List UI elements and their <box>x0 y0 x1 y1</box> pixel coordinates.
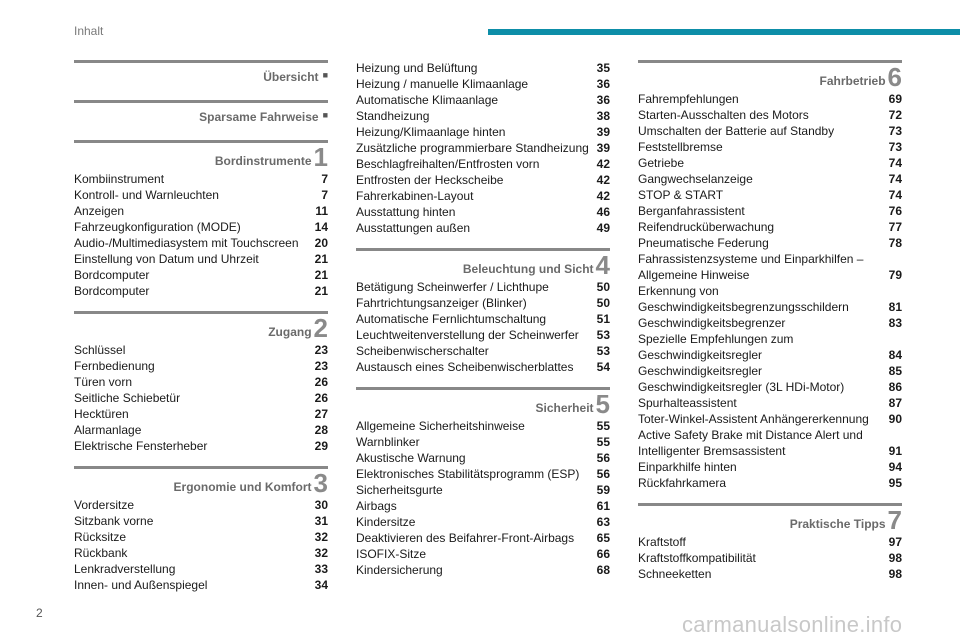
toc-entry-title: Schneeketten <box>638 567 712 581</box>
toc-entry[interactable] <box>356 295 610 311</box>
toc-entry[interactable] <box>638 91 902 107</box>
toc-entry-page: 55 <box>596 419 610 433</box>
toc-section <box>74 60 328 88</box>
toc-entry-title: Austausch eines Scheibenwischerblattes <box>356 360 574 374</box>
toc-entry[interactable] <box>356 92 610 108</box>
toc-entry-page: 51 <box>596 312 610 326</box>
toc-entry-page: 33 <box>314 562 328 576</box>
section-title: Praktische Tipps <box>789 517 886 531</box>
toc-entry[interactable] <box>74 267 328 283</box>
toc-section <box>356 387 610 578</box>
toc-entry-page: 90 <box>888 412 902 426</box>
toc-entry-page: 94 <box>888 460 902 474</box>
section-bullet-icon: ■ <box>322 109 328 120</box>
toc-entry-title: Zusätzliche programmierbare Standheizung <box>356 141 589 155</box>
toc-entry[interactable] <box>638 459 902 475</box>
toc-entry-title: Kindersicherung <box>356 563 443 577</box>
toc-entry[interactable] <box>356 311 610 327</box>
toc-entry-page: 84 <box>888 348 902 362</box>
toc-entry-title: ISOFIX-Sitze <box>356 547 427 561</box>
toc-entry[interactable] <box>356 220 610 236</box>
toc-entry-page: 55 <box>596 435 610 449</box>
toc-entry-page: 53 <box>596 344 610 358</box>
toc-entry-title: Geschwindigkeitsbegrenzer <box>638 316 786 330</box>
toc-entry-title: Getriebe <box>638 156 685 170</box>
toc-entry[interactable] <box>356 343 610 359</box>
toc-entry[interactable] <box>638 411 902 427</box>
toc-entry-page: 79 <box>888 268 902 282</box>
toc-entry-page: 53 <box>596 328 610 342</box>
toc-entry-page: 20 <box>314 236 328 250</box>
toc-section <box>638 503 902 582</box>
toc-entry-page: 69 <box>888 92 902 106</box>
toc-entry-title: Berganfahrassistent <box>638 204 745 218</box>
toc-entry[interactable] <box>74 577 328 593</box>
toc-entry-page: 21 <box>314 268 328 282</box>
toc-entry[interactable] <box>74 342 328 358</box>
toc-entry[interactable] <box>638 187 902 203</box>
section-header <box>356 248 610 280</box>
toc-entry-title: Elektrische Fensterheber <box>74 439 208 453</box>
toc-entry-title: Rückfahrkamera <box>638 476 727 490</box>
toc-entry[interactable] <box>74 187 328 203</box>
toc-entry-page: 61 <box>596 499 610 513</box>
toc-entry-page: 32 <box>314 546 328 560</box>
toc-entry[interactable] <box>74 406 328 422</box>
toc-entry-title: Standheizung <box>356 109 430 123</box>
toc-entry-page: 56 <box>596 467 610 481</box>
section-header <box>74 140 328 172</box>
toc-entry-title: Kraftstoffkompatibilität <box>638 551 756 565</box>
toc-entry-page: 95 <box>888 476 902 490</box>
toc-entry-title: Kraftstoff <box>638 535 686 549</box>
toc-entry[interactable] <box>356 434 610 450</box>
toc-entry-page: 50 <box>596 296 610 310</box>
toc-entry[interactable] <box>356 140 610 156</box>
toc-entry-page: 46 <box>596 205 610 219</box>
toc-entry-page: 85 <box>888 364 902 378</box>
toc-entry[interactable] <box>356 514 610 530</box>
section-title: Sicherheit <box>535 401 594 415</box>
toc-entry[interactable] <box>356 124 610 140</box>
toc-entry-title: Vordersitze <box>74 498 135 512</box>
toc-entry-title: Pneumatische Federung <box>638 236 769 250</box>
toc-entry-page: 76 <box>888 204 902 218</box>
toc-entry-title: Fernbedienung <box>74 359 155 373</box>
toc-entry-page: 68 <box>596 563 610 577</box>
toc-entry[interactable] <box>638 251 902 283</box>
toc-entry-title: Starten-Ausschalten des Motors <box>638 108 809 122</box>
section-header <box>638 60 902 92</box>
toc-entry-title: Umschalten der Batterie auf Standby <box>638 124 835 138</box>
toc-entry-page: 36 <box>596 77 610 91</box>
toc-entry-title: Erkennung von Geschwindigkeitsbegrenzungsschildern <box>638 284 849 314</box>
toc-entry[interactable] <box>638 235 902 251</box>
toc-entry[interactable] <box>356 466 610 482</box>
toc-entry-title: Seitliche Schiebetür <box>74 391 181 405</box>
toc-entry[interactable] <box>638 550 902 566</box>
toc-entry-page: 63 <box>596 515 610 529</box>
toc-entry[interactable] <box>638 315 902 331</box>
section-header <box>74 466 328 498</box>
toc-entry[interactable] <box>356 172 610 188</box>
page-number: 2 <box>36 606 43 620</box>
toc-entry-title: Alarmanlage <box>74 423 142 437</box>
toc-entry-page: 59 <box>596 483 610 497</box>
toc-entry-page: 42 <box>596 189 610 203</box>
toc-entry-title: Ausstattungen außen <box>356 221 471 235</box>
toc-entry-title: Bordcomputer <box>74 284 150 298</box>
toc-entry-page: 73 <box>888 140 902 154</box>
toc-entry-page: 11 <box>315 204 328 218</box>
toc-entry-page: 21 <box>314 252 328 266</box>
toc-entry[interactable] <box>74 235 328 251</box>
toc-entry-page: 87 <box>888 396 902 410</box>
toc-entry-title: Active Safety Brake mit Distance Alert und Intelligenter Bremsassistent <box>638 428 863 458</box>
section-number: 1 <box>313 142 328 172</box>
toc-entry-title: Bordcomputer <box>74 268 150 282</box>
toc-entry[interactable] <box>74 358 328 374</box>
toc-entry-page: 23 <box>314 359 328 373</box>
toc-entry-page: 65 <box>596 531 610 545</box>
toc-entry-page: 74 <box>888 188 902 202</box>
toc-entry-title: Fahrassistenzsysteme und Einparkhilfen – Allgemeine Hinweise <box>638 252 864 282</box>
toc-entry-title: Einstellung von Datum und Uhrzeit <box>74 252 259 266</box>
section-bullet-icon: ■ <box>322 69 328 80</box>
toc-entry-page: 56 <box>596 451 610 465</box>
toc-entry[interactable] <box>638 566 902 582</box>
section-number: 5 <box>595 389 610 419</box>
toc-entry[interactable] <box>638 219 902 235</box>
toc-entry[interactable] <box>74 283 328 299</box>
toc-entry-title: Einparkhilfe hinten <box>638 460 737 474</box>
toc-entry-page: 27 <box>314 407 328 421</box>
toc-entry-page: 21 <box>314 284 328 298</box>
toc-entry-page: 26 <box>314 375 328 389</box>
toc-entry-page: 32 <box>314 530 328 544</box>
toc-section <box>74 311 328 454</box>
toc-entry-title: Fahrtrichtungsanzeiger (Blinker) <box>356 296 527 310</box>
toc-entry-page: 35 <box>596 61 610 75</box>
section-title: Beleuchtung und Sicht <box>462 262 594 276</box>
toc-entry-page: 66 <box>596 547 610 561</box>
toc-entry[interactable] <box>356 359 610 375</box>
toc-entry-title: Feststellbremse <box>638 140 723 154</box>
toc-entry-page: 77 <box>888 220 902 234</box>
toc-entry-title: Elektronisches Stabilitätsprogramm (ESP) <box>356 467 580 481</box>
section-number: 2 <box>313 313 328 343</box>
toc-entry-title: Lenkradverstellung <box>74 562 176 576</box>
toc-entry[interactable] <box>74 251 328 267</box>
toc-entry-title: Rückbank <box>74 546 128 560</box>
toc-entry-page: 98 <box>888 551 902 565</box>
header-accent-bar <box>488 29 960 35</box>
toc-entry[interactable] <box>74 545 328 561</box>
toc-entry-title: Spezielle Empfehlungen zum Geschwindigkeitsregler <box>638 332 794 362</box>
toc-entry-title: Geschwindigkeitsregler (3L HDi-Motor) <box>638 380 845 394</box>
toc-entry-page: 36 <box>596 93 610 107</box>
toc-entry[interactable] <box>638 427 902 459</box>
toc-entry[interactable] <box>638 283 902 315</box>
toc-entry-title: Scheibenwischerschalter <box>356 344 489 358</box>
toc-entry[interactable] <box>74 374 328 390</box>
toc-entry-title: Türen vorn <box>74 375 133 389</box>
toc-entry[interactable] <box>356 482 610 498</box>
toc-entry-title: Beschlagfreihalten/Entfrosten vorn <box>356 157 540 171</box>
toc-entry-title: Automatische Klimaanlage <box>356 93 499 107</box>
section-number: 6 <box>887 62 902 92</box>
toc-entry-title: Automatische Fernlichtumschaltung <box>356 312 547 326</box>
toc-entry-title: Anzeigen <box>74 204 125 218</box>
toc-entry-title: Warnblinker <box>356 435 420 449</box>
toc-entry-title: Toter-Winkel-Assistent Anhängererkennung <box>638 412 869 426</box>
section-header <box>74 311 328 343</box>
toc-section <box>74 466 328 593</box>
toc-entry-page: 81 <box>888 300 902 314</box>
toc-entry[interactable] <box>638 395 902 411</box>
toc-entry[interactable] <box>638 475 902 491</box>
toc-entry[interactable] <box>638 139 902 155</box>
toc-entry[interactable] <box>356 204 610 220</box>
section-header <box>638 503 902 535</box>
toc-entry-title: Geschwindigkeitsregler <box>638 364 763 378</box>
toc-section <box>74 100 328 128</box>
toc-entry-title: Sicherheitsgurte <box>356 483 443 497</box>
toc-entry[interactable] <box>74 219 328 235</box>
toc-entry-page: 14 <box>314 220 328 234</box>
section-title: Bordinstrumente <box>214 154 312 168</box>
toc-entry[interactable] <box>356 279 610 295</box>
toc-entry-page: 29 <box>314 439 328 453</box>
toc-entry-title: Fahrerkabinen-Layout <box>356 189 474 203</box>
toc-entry-title: Ausstattung hinten <box>356 205 456 219</box>
toc-section <box>356 60 610 236</box>
toc-entry-page: 97 <box>888 535 902 549</box>
toc-entry-title: Heizung / manuelle Klimaanlage <box>356 77 529 91</box>
toc-entry[interactable] <box>356 498 610 514</box>
section-header <box>356 387 610 419</box>
toc-entry[interactable] <box>638 379 902 395</box>
toc-entry[interactable] <box>638 107 902 123</box>
toc-entry-title: Heizung und Belüftung <box>356 61 478 75</box>
toc-entry-title: Gangwechselanzeige <box>638 172 753 186</box>
toc-entry-title: Fahrzeugkonfiguration (MODE) <box>74 220 241 234</box>
toc-entry[interactable] <box>638 363 902 379</box>
toc-entry[interactable] <box>356 60 610 76</box>
watermark: carmanualsonline.info <box>682 612 903 637</box>
toc-entry-title: Allgemeine Sicherheitshinweise <box>356 419 525 433</box>
toc-entry-title: Airbags <box>356 499 397 513</box>
toc-entry-page: 50 <box>596 280 610 294</box>
section-title: Übersicht <box>263 70 319 84</box>
toc-column-2 <box>356 60 610 590</box>
toc-entry-page: 42 <box>596 173 610 187</box>
toc-entry-title: Deaktivieren des Beifahrer-Front-Airbags <box>356 531 575 545</box>
toc-entry-title: Kindersitze <box>356 515 416 529</box>
toc-entry[interactable] <box>356 450 610 466</box>
toc-entry-title: Schlüssel <box>74 343 126 357</box>
toc-entry[interactable] <box>74 203 328 219</box>
section-header <box>74 100 328 128</box>
section-header <box>74 60 328 88</box>
toc-entry[interactable] <box>74 422 328 438</box>
section-title: Ergonomie und Komfort <box>173 480 312 494</box>
toc-entry-page: 91 <box>888 444 902 458</box>
toc-entry-page: 39 <box>596 141 610 155</box>
toc-entry-page: 78 <box>888 236 902 250</box>
toc-entry-title: Sitzbank vorne <box>74 514 154 528</box>
toc-entry[interactable] <box>356 327 610 343</box>
toc-entry-page: 73 <box>888 124 902 138</box>
toc-entry-page: 98 <box>888 567 902 581</box>
toc-entry[interactable] <box>356 546 610 562</box>
toc-entry[interactable] <box>74 390 328 406</box>
toc-entry-page: 23 <box>314 343 328 357</box>
toc-entry-title: Heizung/Klimaanlage hinten <box>356 125 506 139</box>
section-number: 7 <box>887 505 902 535</box>
toc-entry[interactable] <box>74 171 328 187</box>
section-number: 4 <box>595 250 610 280</box>
toc-entry-title: Entfrosten der Heckscheibe <box>356 173 504 187</box>
toc-entry-page: 7 <box>321 188 328 202</box>
toc-entry-title: Rücksitze <box>74 530 127 544</box>
toc-entry-title: Kombiinstrument <box>74 172 165 186</box>
toc-entry-title: Reifendrucküberwachung <box>638 220 775 234</box>
toc-entry-title: Spurhalteassistent <box>638 396 737 410</box>
toc-entry-title: Leuchtweitenverstellung der Scheinwerfer <box>356 328 579 342</box>
toc-entry-page: 26 <box>314 391 328 405</box>
toc-entry[interactable] <box>356 418 610 434</box>
toc-entry[interactable] <box>74 529 328 545</box>
toc-entry[interactable] <box>74 561 328 577</box>
toc-entry-page: 7 <box>321 172 328 186</box>
toc-entry-page: 72 <box>888 108 902 122</box>
toc-entry-page: 31 <box>314 514 328 528</box>
toc-entry-page: 34 <box>314 578 328 592</box>
toc-entry-page: 30 <box>314 498 328 512</box>
toc-column-1 <box>74 60 328 605</box>
toc-entry[interactable] <box>638 331 902 363</box>
toc-section <box>638 60 902 491</box>
toc-entry-page: 39 <box>596 125 610 139</box>
toc-entry-page: 49 <box>596 221 610 235</box>
toc-entry-title: Hecktüren <box>74 407 129 421</box>
toc-entry[interactable] <box>356 562 610 578</box>
toc-entry[interactable] <box>356 188 610 204</box>
section-number: 3 <box>313 468 328 498</box>
toc-entry[interactable] <box>638 155 902 171</box>
toc-entry[interactable] <box>356 108 610 124</box>
toc-entry[interactable] <box>638 171 902 187</box>
toc-entry-page: 74 <box>888 172 902 186</box>
toc-column-3 <box>638 60 902 594</box>
toc-entry-page: 54 <box>596 360 610 374</box>
section-title: Sparsame Fahrweise <box>199 110 319 124</box>
toc-entry[interactable] <box>74 438 328 454</box>
toc-entry-title: Innen- und Außenspiegel <box>74 578 208 592</box>
toc-entry-title: Kontroll- und Warnleuchten <box>74 188 219 202</box>
toc-entry[interactable] <box>74 513 328 529</box>
header-title: Inhalt <box>74 24 104 38</box>
toc-entry[interactable] <box>638 123 902 139</box>
toc-entry-page: 42 <box>596 157 610 171</box>
toc-entry[interactable] <box>356 156 610 172</box>
toc-entry-page: 86 <box>888 380 902 394</box>
section-title: Fahrbetrieb <box>819 74 886 88</box>
toc-entry-title: STOP & START <box>638 188 724 202</box>
toc-entry[interactable] <box>74 497 328 513</box>
toc-entry-title: Audio-/Multimediasystem mit Touchscreen <box>74 236 299 250</box>
toc-entry-page: 28 <box>314 423 328 437</box>
toc-entry-page: 38 <box>596 109 610 123</box>
toc-entry-page: 83 <box>888 316 902 330</box>
toc-entry[interactable] <box>638 534 902 550</box>
toc-entry[interactable] <box>638 203 902 219</box>
toc-entry[interactable] <box>356 530 610 546</box>
section-title: Zugang <box>268 325 312 339</box>
toc-section <box>74 140 328 299</box>
toc-section <box>356 248 610 375</box>
toc-entry-page: 74 <box>888 156 902 170</box>
toc-entry-title: Fahrempfehlungen <box>638 92 739 106</box>
toc-entry[interactable] <box>356 76 610 92</box>
toc-entry-title: Betätigung Scheinwerfer / Lichthupe <box>356 280 549 294</box>
toc-entry-title: Akustische Warnung <box>356 451 466 465</box>
